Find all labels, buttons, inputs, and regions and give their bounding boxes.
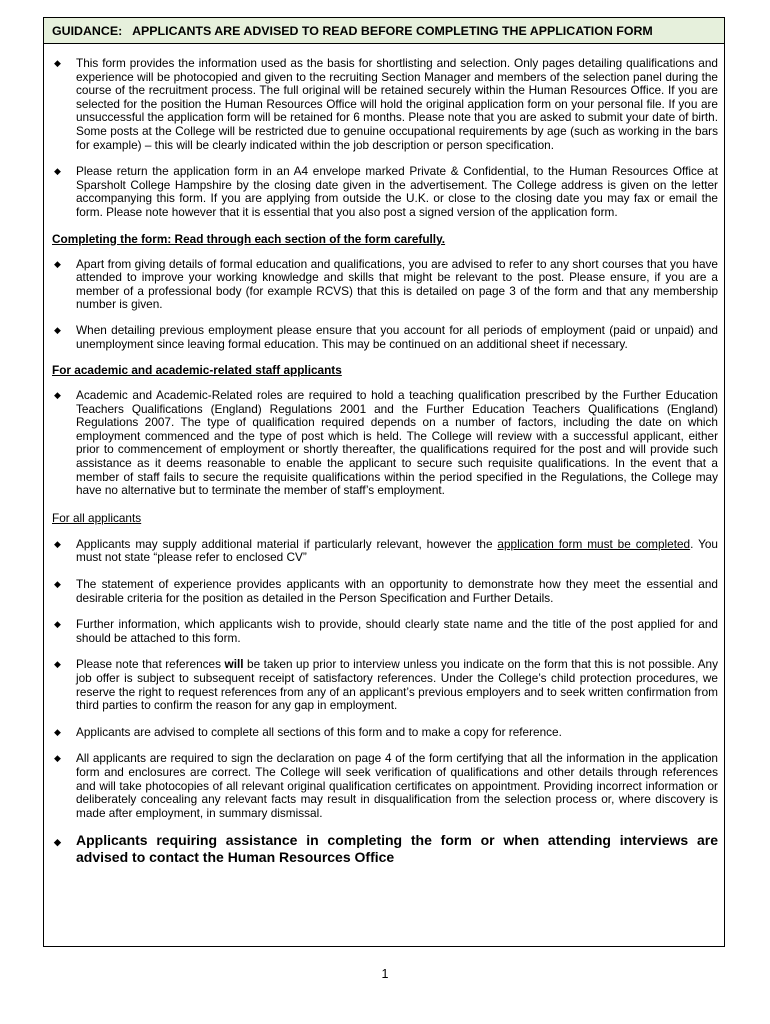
guidance-box — [43, 17, 725, 947]
diamond-bullet-icon: ◆ — [54, 659, 61, 670]
diamond-bullet-icon: ◆ — [54, 538, 61, 549]
diamond-bullet-icon: ◆ — [54, 753, 61, 764]
item-text: When detailing previous employment please ensure that you account for all periods of employment (paid or unpaid) and unemployment since leaving formal education. This may be continued on an additional sheet if necessary. — [76, 322, 718, 351]
item-text: The statement of experience provides applicants with an opportunity to demonstrate how they meet the essential and desirable criteria for the position as detailed in the Person Specification and Further Details. — [76, 577, 718, 605]
item-text: Please return the application form in an A4 envelope marked Private & Confidential, to the Human Resources Office at Sparsholt College Hampshire by the closing date given in the advertisement. The College address is given on the letter accompanying this form. If you are applying from outside the U.K. or close to the closing date you may fax or email the form. Please note however that it is essential that you also post a signed version of the application form. — [76, 164, 718, 219]
diamond-bullet-icon: ◆ — [54, 837, 61, 848]
diamond-bullet-icon: ◆ — [54, 726, 61, 737]
diamond-bullet-icon: ◆ — [54, 58, 61, 68]
item-text: This form provides the information used as the basis for shortlisting and selection. Only pages detailing qualifications and experience will be photocopied and given to the recruiting Section Manager and members of the selection panel during the course of the recruitment process. The full original will be retained securely within the Human Resources Office. If you are selected for the position the Human Resources Office will hold the original application form on your personal file. If you are unsuccessful the application form will be retained for 6 months. Please note that you are asked to submit your date of birth. Some posts at the College will be restricted due to genuine occupational requirements by age (such as working in the bars for example) – this will be clearly indicated within the job description or person specification. — [76, 56, 718, 152]
list-item — [52, 618, 718, 645]
section-heading-academic: For academic and academic-related staff applicants — [52, 363, 342, 378]
diamond-bullet-icon: ◆ — [54, 619, 61, 630]
item-text-pre: Please note that references — [76, 657, 225, 672]
list-item — [52, 538, 718, 565]
guidance-content — [44, 57, 724, 865]
list-item — [52, 165, 718, 219]
diamond-bullet-icon: ◆ — [54, 166, 61, 177]
diamond-bullet-icon: ◆ — [54, 324, 61, 335]
diamond-bullet-icon: ◆ — [54, 390, 61, 401]
item-text: Further information, which applicants wish to provide, should clearly state name and the title of the post applied for and should be attached to this form. — [76, 617, 718, 645]
item-text-pre: Applicants may supply additional material if particularly relevant, however the — [76, 536, 498, 551]
page-number: 1 — [381, 967, 389, 981]
section-heading-completing: Completing the form: Read through each section of the form carefully. — [52, 231, 446, 246]
item-text: Academic and Academic-Related roles are required to hold a teaching qualification prescribed by the Further Education Teachers Qualifications (England) Regulations 2001 and the Further Education Teachers Qualifications (England) Regulations 2007. The type of qualification required depends on a number of factors, including the date on which employment commenced and the type of post which is held. The College will review with a successful applicant, either prior to commencement of employment or shortly thereafter, the qualifications required for the post and will provide such assistance as it deems reasonable to enable the applicant to secure such requisite qualifications. In the event that a member of staff fails to secure the requisite qualifications within the period specified in the Regulations, the College may have no alternative but to terminate the member of staff’s employment. — [76, 388, 718, 498]
guidance-header: GUIDANCE: APPLICANTS ARE ADVISED TO READ BEFORE COMPLETING THE APPLICATION FORM — [44, 18, 724, 44]
list-item — [52, 578, 718, 605]
item-text: Applicants are advised to complete all sections of this form and to make a copy for reference. — [76, 724, 562, 739]
list-item — [52, 726, 718, 740]
item-text-post: . You must not state “please refer to enclosed CV” — [76, 536, 718, 565]
item-text-bold: will — [224, 657, 244, 672]
list-item — [52, 389, 718, 498]
item-text-post: be taken up prior to interview unless you indicate on the form that this is not possible. Any job offer is subject to subsequent receipt of satisfactory references. Under the College’s child protection procedures, we reserve the right to request references from any of an applicant’s previous employers and to seek written confirmation from third parties to confirm the reason for any gap in employment. — [76, 657, 718, 713]
list-item — [52, 752, 718, 820]
item-text: Applicants requiring assistance in completing the form or when attending interviews are advised to contact the Human Resources Office — [76, 832, 718, 865]
list-item — [52, 324, 718, 351]
item-text: All applicants are required to sign the declaration on page 4 of the form certifying that all the information in the application form and enclosures are correct. The College will seek verification of qualifications and other details through references and will take photocopies of all relevant original qualification certificates on appointment. Providing incorrect information or deliberately concealing any relevant facts may result in disqualification from the selection process or, where discovery is made after employment, in summary dismissal. — [76, 751, 718, 820]
list-item — [52, 658, 718, 712]
diamond-bullet-icon: ◆ — [54, 579, 61, 590]
diamond-bullet-icon: ◆ — [54, 258, 61, 269]
list-item-emphasis — [52, 832, 718, 865]
section-heading-all: For all applicants — [52, 510, 142, 525]
item-text-underlined: application form must be completed — [497, 536, 691, 551]
list-item — [52, 258, 718, 312]
item-text: Apart from giving details of formal education and qualifications, you are advised to refer to any short courses that you have attended to improve your working knowledge and skills that might be relevant to the post. Please ensure, if you are a member of a professional body (for example RCVS) that this is detailed on page 3 of the form and that any membership number is given. — [76, 256, 718, 312]
list-item — [52, 57, 718, 152]
